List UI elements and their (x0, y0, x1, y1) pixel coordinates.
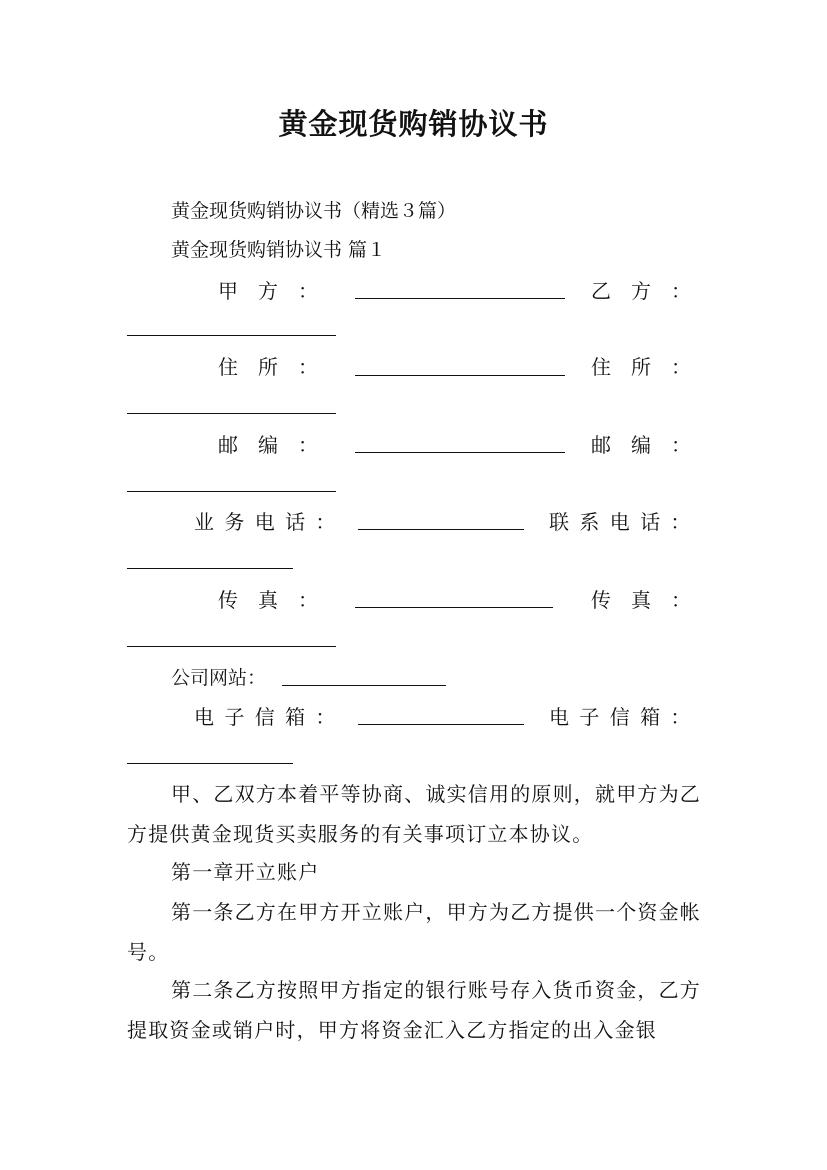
party-b-blank[interactable] (127, 335, 336, 336)
address-b-blank[interactable] (127, 413, 336, 414)
article-2: 第二条乙方按照甲方指定的银行账号存入货币资金，乙方提取资金或销户时，甲方将资金汇入乙方指定的出入金银 (127, 978, 701, 1042)
website-label: 公司网站： (171, 667, 267, 689)
email-a-blank[interactable] (358, 724, 524, 725)
address-a-blank[interactable] (355, 375, 565, 376)
postcode-b-blank[interactable] (127, 491, 336, 492)
email-b-blank[interactable] (127, 763, 293, 764)
email-b-label: 电 子 信 箱 ： (549, 705, 693, 729)
address-a-label: 住 所 ： (218, 355, 318, 379)
party-a-label: 甲 方 ： (218, 279, 318, 303)
email-a-label: 电 子 信 箱 ： (194, 705, 338, 729)
biz-phone-label: 业 务 电 话 ： (194, 510, 338, 534)
fax-a-label: 传 真 ： (218, 588, 318, 612)
intro-paragraph: 甲、乙双方本着平等协商、诚实信用的原则，就甲方为乙方提供黄金现货买卖服务的有关事项订立本协议。 (127, 782, 701, 846)
contact-phone-blank[interactable] (127, 568, 293, 569)
website-blank[interactable] (282, 685, 446, 686)
fax-b-label: 传 真 ： (591, 588, 691, 612)
postcode-a-label: 邮 编 ： (218, 433, 318, 457)
postcode-b-label: 邮 编 ： (591, 433, 691, 457)
party-a-blank[interactable] (355, 298, 565, 299)
document-subtitle: 黄金现货购销协议书（精选３篇） (171, 200, 457, 222)
chapter-heading: 第一章开立账户 (171, 860, 320, 884)
document-title: 黄金现货购销协议书 (278, 107, 549, 141)
fax-b-blank[interactable] (127, 646, 336, 647)
address-b-label: 住 所 ： (591, 355, 691, 379)
postcode-a-blank[interactable] (355, 452, 565, 453)
biz-phone-blank[interactable] (358, 529, 524, 530)
article-1: 第一条乙方在甲方开立账户，甲方为乙方提供一个资金帐号。 (127, 900, 701, 964)
section-heading: 黄金现货购销协议书 篇１ (171, 239, 387, 261)
party-b-label: 乙 方 ： (591, 279, 691, 303)
contact-phone-label: 联 系 电 话 ： (549, 510, 693, 534)
fax-a-blank[interactable] (355, 607, 553, 608)
